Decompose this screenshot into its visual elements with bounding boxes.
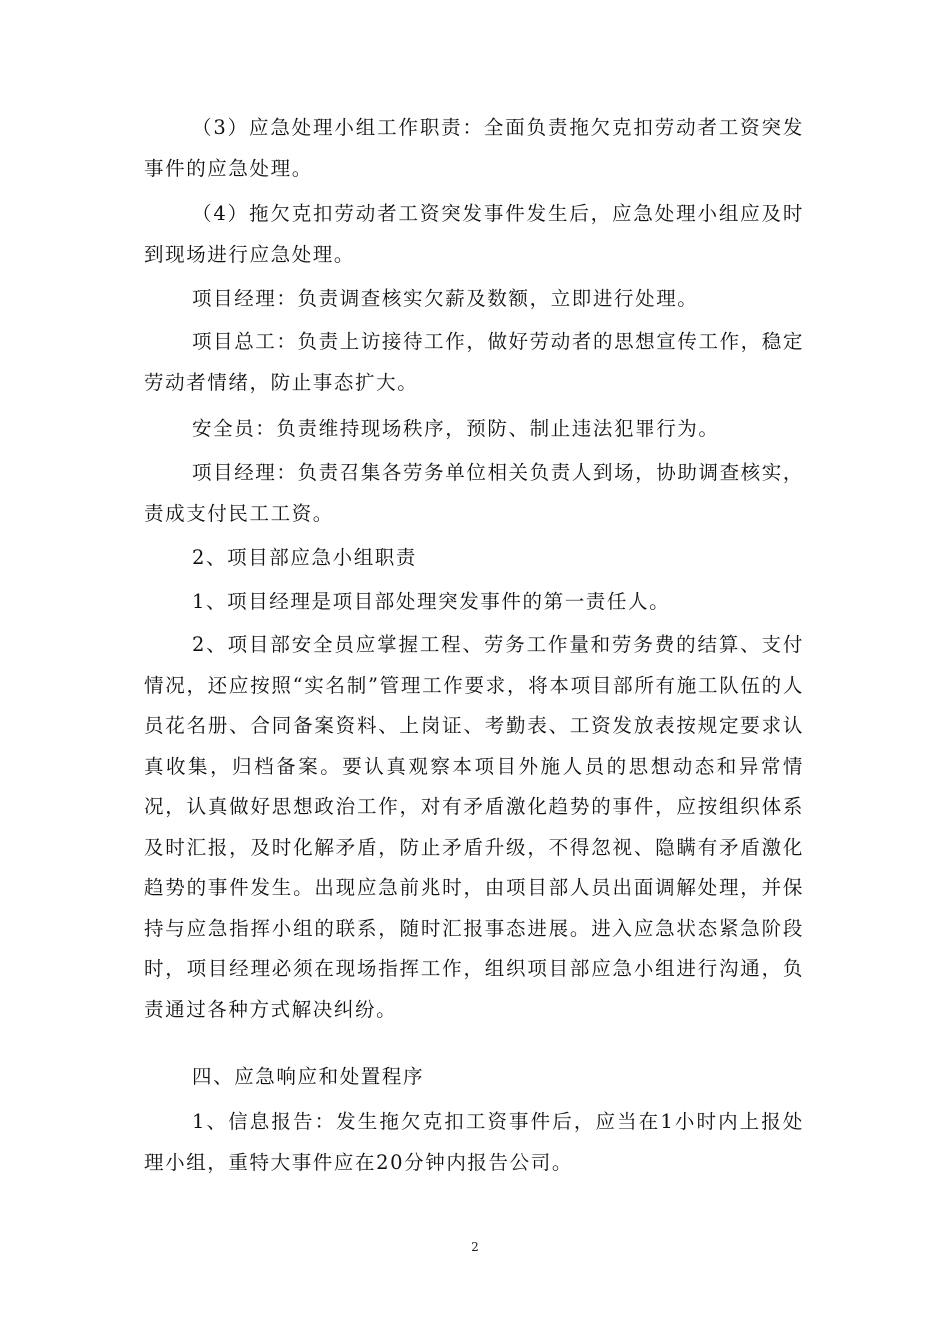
paragraph-8: 2、项目部安全员应掌握工程、劳务工作量和劳务费的结算、支付情况，还应按照“实名制”管理工作要求，将本项目部所有施工队伍的人员花名册、合同备案资料、上岗证、考勤表、工资发放表按规定要求认真收集，归档备案。要认真观察本项目外施人员的思想动态和异常情况，认真做好思想政治工作，对有矛盾激化趋势的事件，应按组织体系及时汇报，及时化解矛盾，防止矛盾升级，不得忽视、隐瞒有矛盾激化趋势的事件发生。出现应急前兆时，由项目部人员出面调解处理，并保持与应急指挥小组的联系，随时汇报事态进展。进入应急状态紧急阶段时，项目经理必须在现场指挥工作，组织项目部应急小组进行沟通，负责通过各种方式解决纠纷。 bbox=[144, 633, 804, 1021]
paragraph-6: 项目经理：负责召集各劳务单位相关负责人到场，协助调查核实，责成支付民工工资。 bbox=[144, 461, 804, 525]
page-number: 2 bbox=[471, 1240, 479, 1254]
section-heading-2: 2、项目部应急小组职责 bbox=[192, 546, 418, 569]
section-heading-4: 四、应急响应和处置程序 bbox=[192, 1065, 425, 1088]
paragraph-4: 项目总工：负责上访接待工作，做好劳动者的思想宣传工作，稳定劳动者情绪，防止事态扩大。 bbox=[144, 330, 804, 394]
paragraph-5: 安全员：负责维持现场秩序，预防、制止违法犯罪行为。 bbox=[192, 417, 720, 440]
paragraph-7: 1、项目经理是项目部处理突发事件的第一责任人。 bbox=[192, 590, 671, 613]
paragraph-9: 1、信息报告：发生拖欠克扣工资事件后，应当在1小时内上报处理小组，重特大事件应在20分钟内报告公司。 bbox=[144, 1110, 804, 1174]
paragraph-1: （3）应急处理小组工作职责：全面负责拖欠克扣劳动者工资突发事件的应急处理。 bbox=[144, 116, 804, 180]
paragraph-3: 项目经理：负责调查核实欠薪及数额，立即进行处理。 bbox=[192, 287, 699, 310]
paragraph-2: （4）拖欠克扣劳动者工资突发事件发生后，应急处理小组应及时到现场进行应急处理。 bbox=[144, 202, 804, 266]
